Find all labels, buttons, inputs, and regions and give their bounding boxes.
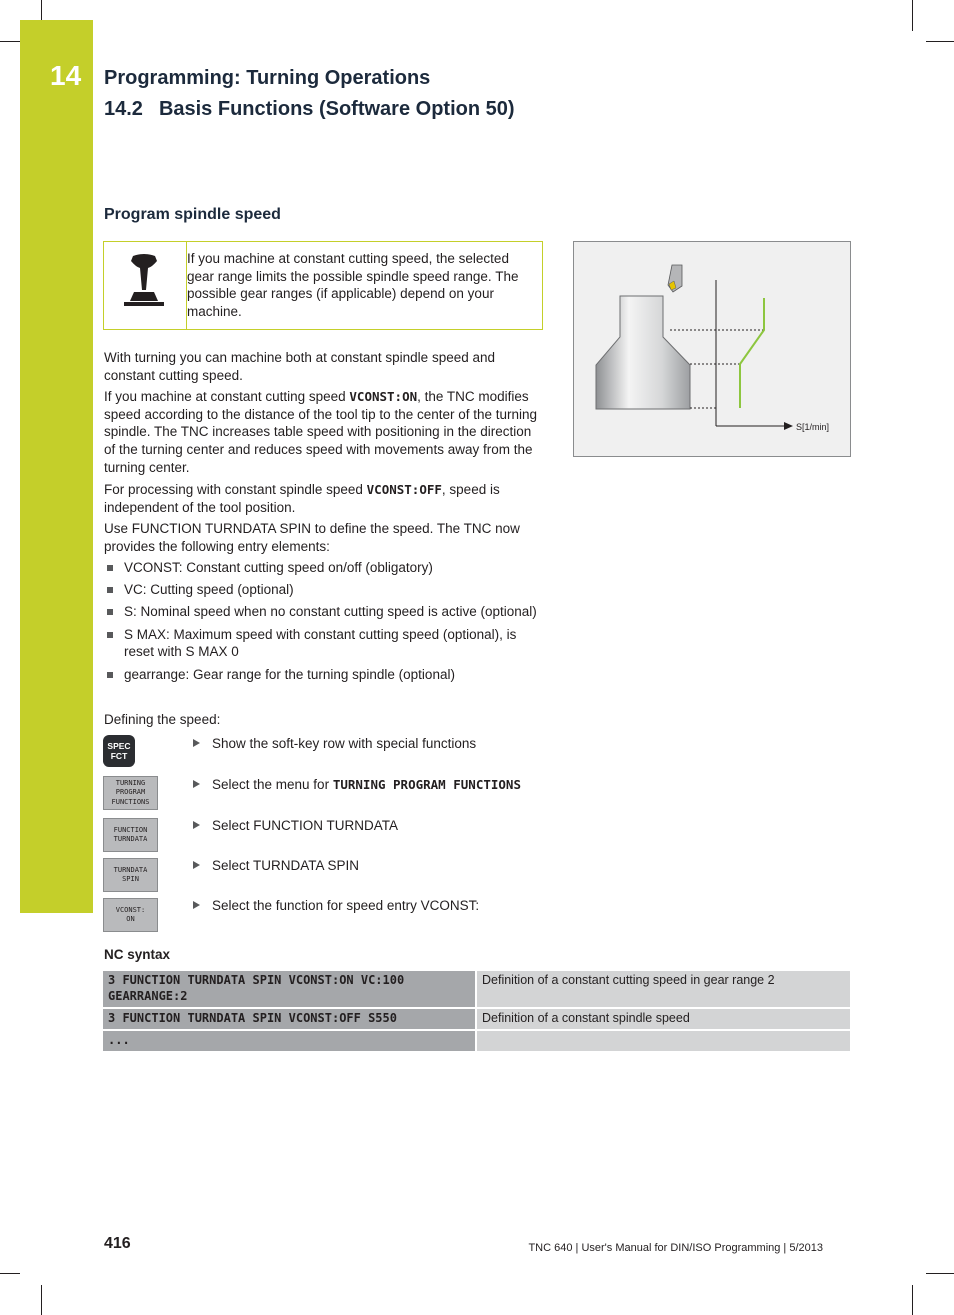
step-2: Select the menu for TURNING PROGRAM FUNCTIONS xyxy=(193,776,523,794)
crop-mark xyxy=(912,0,913,31)
step-4: Select TURNDATA SPIN xyxy=(193,857,523,875)
chapter-title: Programming: Turning Operations xyxy=(104,67,431,89)
nc-code-cell: ... xyxy=(103,1030,476,1052)
bullet-icon xyxy=(107,587,113,593)
list-item: S MAX: Maximum speed with constant cutting speed (optional), is reset with S MAX 0 xyxy=(104,626,549,661)
nc-code-cell: 3 FUNCTION TURNDATA SPIN VCONST:OFF S550 xyxy=(103,1008,476,1030)
list-item: gearrange: Gear range for the turning spindle (optional) xyxy=(104,666,549,684)
section-title-text: Basis Functions (Software Option 50) xyxy=(158,98,515,120)
nc-syntax-heading: NC syntax xyxy=(104,947,171,962)
page-number: 416 xyxy=(104,1235,131,1252)
machine-note xyxy=(103,241,543,330)
note-text: If you machine at constant cutting speed, the selected gear range limits the possible spindle speed range. The possible gear ranges (if applicable) depend on your machine. xyxy=(187,251,519,319)
nc-syntax-table xyxy=(103,971,850,1053)
paragraph-text: , the TNC modifies speed according to the distance of the tool tip to the center of the turning spindle. The TNC increases table speed with positioning in the direction of the turning center and reduces speed with movements away from the turning center. xyxy=(104,389,538,475)
chapter-tab xyxy=(20,20,93,913)
subsection-heading: Program spindle speed xyxy=(104,206,281,223)
nc-description-cell: Definition of a constant cutting speed in gear range 2 xyxy=(476,971,850,1008)
code-vconst-off: VCONST:OFF xyxy=(366,482,442,497)
step-1: Show the soft-key row with special functions xyxy=(193,735,523,753)
step-3: Select FUNCTION TURNDATA xyxy=(193,817,523,835)
list-item: S: Nominal speed when no constant cutting speed is active (optional) xyxy=(104,603,549,621)
crop-mark xyxy=(926,41,954,42)
crop-mark xyxy=(41,1285,42,1315)
paragraph-text: , speed is independent of the tool position. xyxy=(104,482,500,515)
nc-description-cell xyxy=(476,1030,850,1052)
axis-label: S[1/min] xyxy=(796,422,830,432)
list-item: VCONST: Constant cutting speed on/off (obligatory) xyxy=(104,559,549,577)
axis-arrow-icon xyxy=(784,422,793,430)
speed-curve xyxy=(740,298,764,408)
speed-diagram xyxy=(573,241,851,457)
nc-code-cell: 3 FUNCTION TURNDATA SPIN VCONST:ON VC:100 GEARRANGE:2 xyxy=(103,971,476,1008)
paragraph-text: If you machine at constant cutting speed xyxy=(104,389,350,404)
table-row xyxy=(103,1030,850,1052)
crop-mark xyxy=(926,1273,954,1274)
workpiece-shape xyxy=(596,296,690,409)
arrow-right-icon xyxy=(193,739,200,747)
vconst-on-softkey[interactable]: VCONST: ON xyxy=(103,898,158,932)
paragraph-function-turndata: Use FUNCTION TURNDATA SPIN to define the speed. The TNC now provides the following entry elements: xyxy=(104,521,520,554)
nc-description-cell: Definition of a constant spindle speed xyxy=(476,1008,850,1030)
table-row xyxy=(103,971,850,1008)
section-number: 14.2 xyxy=(104,98,143,120)
section-title xyxy=(104,98,515,121)
turndata-spin-softkey[interactable]: TURNDATA SPIN xyxy=(103,858,158,892)
function-turndata-softkey[interactable]: FUNCTION TURNDATA xyxy=(103,818,158,852)
bullet-icon xyxy=(107,632,113,638)
arrow-right-icon xyxy=(193,821,200,829)
crop-mark xyxy=(912,1285,913,1315)
spec-fct-key[interactable]: SPEC FCT xyxy=(103,735,135,767)
step-5: Select the function for speed entry VCONST: xyxy=(193,897,523,915)
bullet-icon xyxy=(107,609,113,615)
crop-mark xyxy=(0,1273,20,1274)
footer-text: TNC 640 | User's Manual for DIN/ISO Programming | 5/2013 xyxy=(528,1242,823,1254)
crop-mark xyxy=(41,0,42,20)
bullet-icon xyxy=(107,565,113,571)
defining-label: Defining the speed: xyxy=(104,712,221,727)
table-row xyxy=(103,1008,850,1030)
list-item: VC: Cutting speed (optional) xyxy=(104,581,549,599)
machine-dependent-icon xyxy=(124,252,164,307)
chapter-number: 14 xyxy=(50,60,82,91)
paragraph-vconst-off xyxy=(104,481,544,516)
arrow-right-icon xyxy=(193,780,200,788)
crop-mark xyxy=(0,41,20,42)
speed-diagram-graphic xyxy=(574,242,850,456)
code-vconst-on: VCONST:ON xyxy=(349,389,418,404)
entry-elements-list xyxy=(104,559,549,688)
paragraph-vconst-on xyxy=(104,388,544,477)
bullet-icon xyxy=(107,672,113,678)
turning-program-functions-softkey[interactable]: TURNING PROGRAM FUNCTIONS xyxy=(103,776,158,810)
arrow-right-icon xyxy=(193,901,200,909)
paragraph-intro: With turning you can machine both at constant spindle speed and constant cutting speed. xyxy=(104,350,495,383)
arrow-right-icon xyxy=(193,861,200,869)
paragraph-text: For processing with constant spindle speed xyxy=(104,482,367,497)
